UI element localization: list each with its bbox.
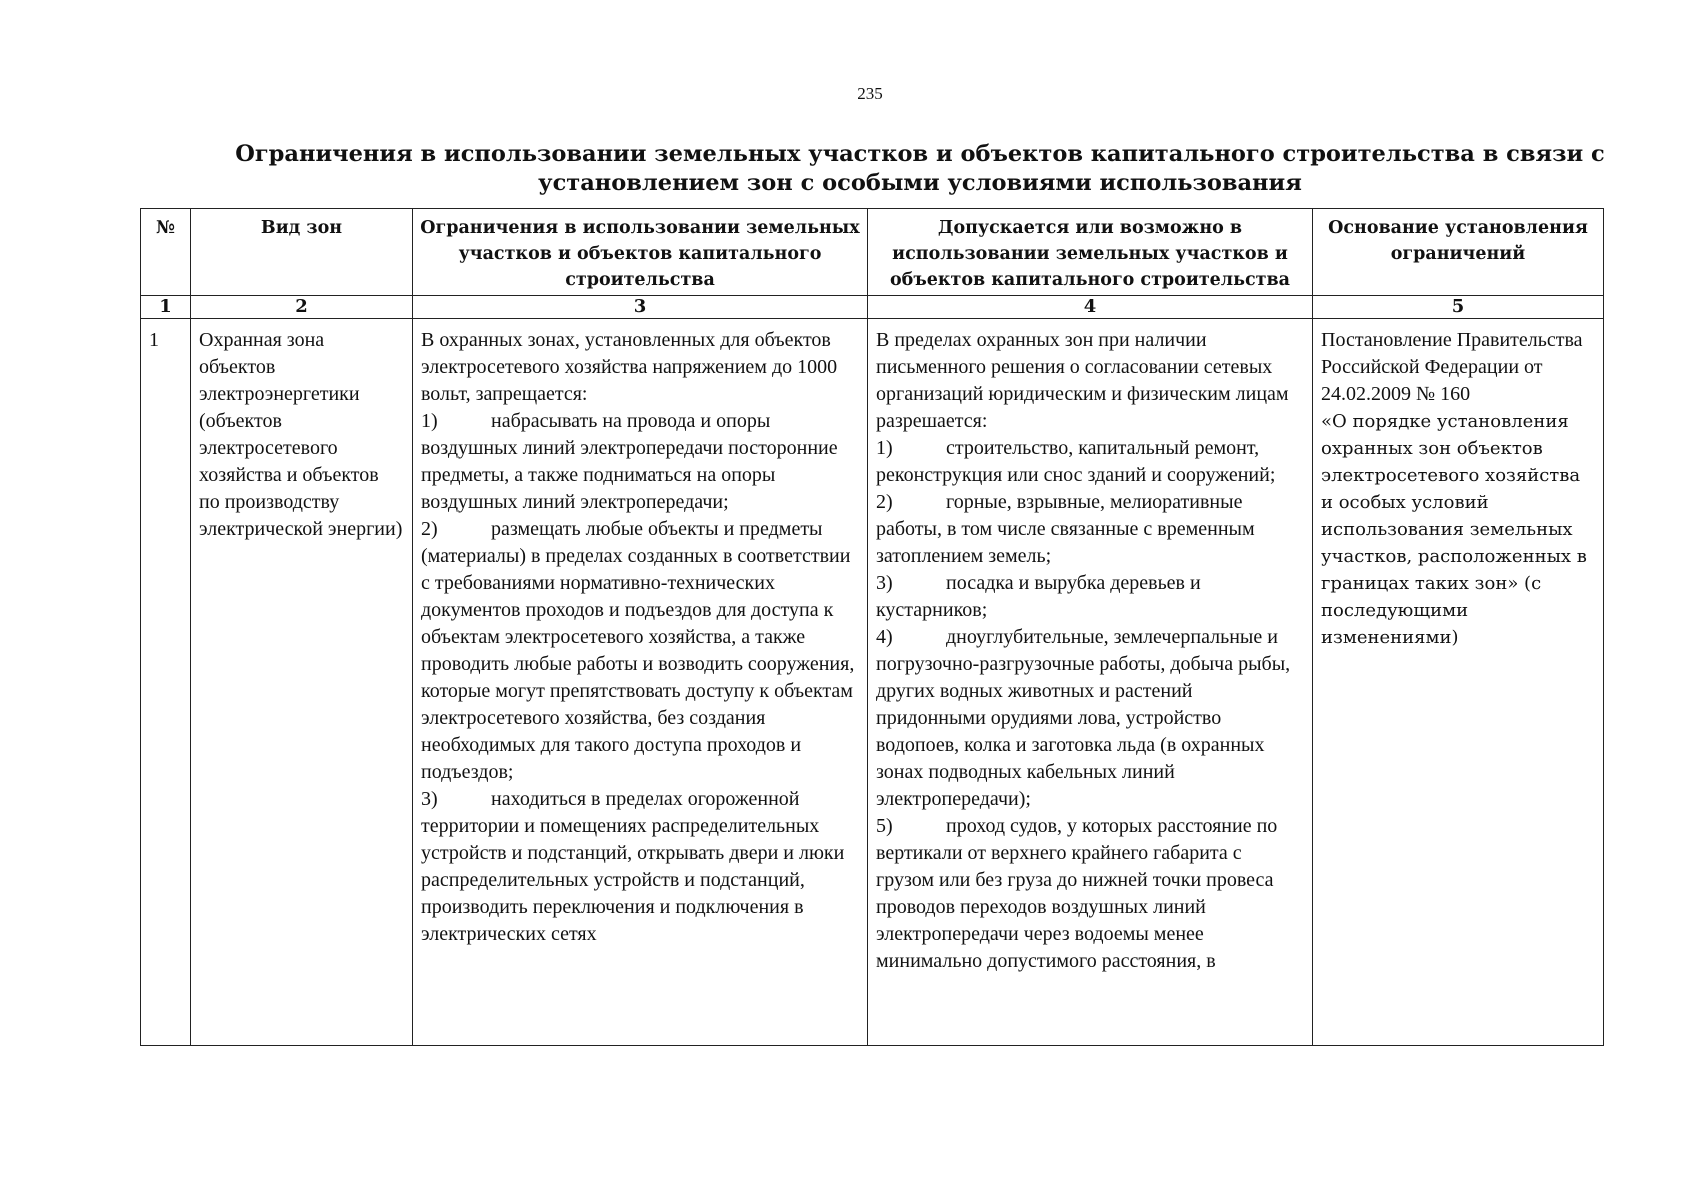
item-text: посадка и вырубка деревьев и кустарников; — [876, 572, 1201, 621]
title-line-1: Ограничения в использовании земельных участков и объектов капитального строительства в связи с — [235, 141, 1605, 167]
allowed-intro: В пределах охранных зон при наличии письменного решения о согласовании сетевых организаций юридическим и физическим лицам разрешается: — [876, 329, 1289, 432]
allowed-item — [876, 570, 1304, 624]
table-row — [141, 319, 1604, 1046]
item-marker: 5) — [876, 815, 893, 837]
column-number: 2 — [191, 296, 413, 319]
item-marker: 2) — [421, 518, 438, 540]
column-number-row — [141, 296, 1604, 319]
item-text: проход судов, у которых расстояние по вертикали от верхнего крайнего габарита с грузом или без груза до нижней точки провеса проводов переходов воздушных линий электропередачи через водоемы менее минимально допустимого расстояния, в — [876, 815, 1278, 972]
basis-cell — [1313, 319, 1604, 1046]
header-number: № — [141, 209, 191, 296]
allowed-item — [876, 489, 1304, 570]
item-text: находиться в пределах огороженной территории и помещениях распределительных устройств и подстанций, открывать двери и люки распределительных устройств и подстанций, производить переключения и подключения в электрических сетях — [421, 788, 845, 945]
restriction-item — [421, 786, 859, 948]
item-marker: 2) — [876, 491, 893, 513]
item-marker: 1) — [876, 437, 893, 459]
basis-decree-title: «О порядке установления охранных зон объектов электросетевого хозяйства и особых условий использования земельных участков, расположенных в границах таких зон» (с последующими изменениями) — [1321, 411, 1587, 648]
column-number: 1 — [141, 296, 191, 319]
zone-type-text: Охранная зона объектов электроэнергетики (объектов электросетевого хозяйства и объектов по производству электрической энергии) — [199, 329, 403, 540]
column-number: 3 — [413, 296, 868, 319]
header-zone-type: Вид зон — [191, 209, 413, 296]
item-marker: 3) — [876, 572, 893, 594]
row-number: 1 — [149, 329, 159, 351]
column-number: 4 — [868, 296, 1313, 319]
item-marker: 4) — [876, 626, 893, 648]
item-text: строительство, капитальный ремонт, реконструкция или снос зданий и сооружений; — [876, 437, 1276, 486]
item-text: горные, взрывные, мелиоративные работы, в том числе связанные с временным затоплением земель; — [876, 491, 1255, 567]
restrictions-cell — [413, 319, 868, 1046]
item-marker: 1) — [421, 410, 438, 432]
row-number-cell — [141, 319, 191, 1046]
restrictions-intro: В охранных зонах, установленных для объектов электросетевого хозяйства напряжением до 1000 вольт, запрещается: — [421, 329, 838, 405]
restriction-item — [421, 516, 859, 786]
item-marker: 3) — [421, 788, 438, 810]
allowed-item — [876, 435, 1304, 489]
page-title — [200, 140, 1640, 198]
item-text: набрасывать на провода и опоры воздушных линий электропередачи посторонние предметы, а также подниматься на опоры воздушных линий электропередачи; — [421, 410, 838, 513]
restrictions-table-container — [140, 208, 1603, 1046]
page-number: 235 — [857, 84, 883, 103]
zone-type-cell — [191, 319, 413, 1046]
allowed-item — [876, 813, 1304, 975]
basis-decree: Постановление Правительства Российской Федерации от 24.02.2009 № 160 — [1321, 329, 1583, 405]
column-number: 5 — [1313, 296, 1604, 319]
item-text: размещать любые объекты и предметы (материалы) в пределах созданных в соответствии с требованиями нормативно-технических документов проходов и подъездов для доступа к объектам электросетевого хозяйства, а также проводить любые работы и возводить сооружения, которые могут препятствовать доступу к объектам электросетевого хозяйства, без создания необходимых для такого доступа проходов и подъездов; — [421, 518, 855, 783]
allowed-cell — [868, 319, 1313, 1046]
restriction-item — [421, 408, 859, 516]
table-header-row — [141, 209, 1604, 296]
item-text: дноуглубительные, землечерпальные и погрузочно-разгрузочные работы, добыча рыбы, других водных животных и растений придонными орудиями лова, устройство водопоев, колка и заготовка льда (в охранных зонах подводных кабельных линий электропередачи); — [876, 626, 1291, 810]
restrictions-table — [140, 208, 1604, 1046]
allowed-item — [876, 624, 1304, 813]
header-restrictions: Ограничения в использовании земельных участков и объектов капитального строительства — [413, 209, 868, 296]
title-line-2: установлением зон с особыми условиями использования — [538, 170, 1302, 196]
header-basis: Основание установления ограничений — [1313, 209, 1604, 296]
header-allowed: Допускается или возможно в использовании земельных участков и объектов капитального строительства — [868, 209, 1313, 296]
